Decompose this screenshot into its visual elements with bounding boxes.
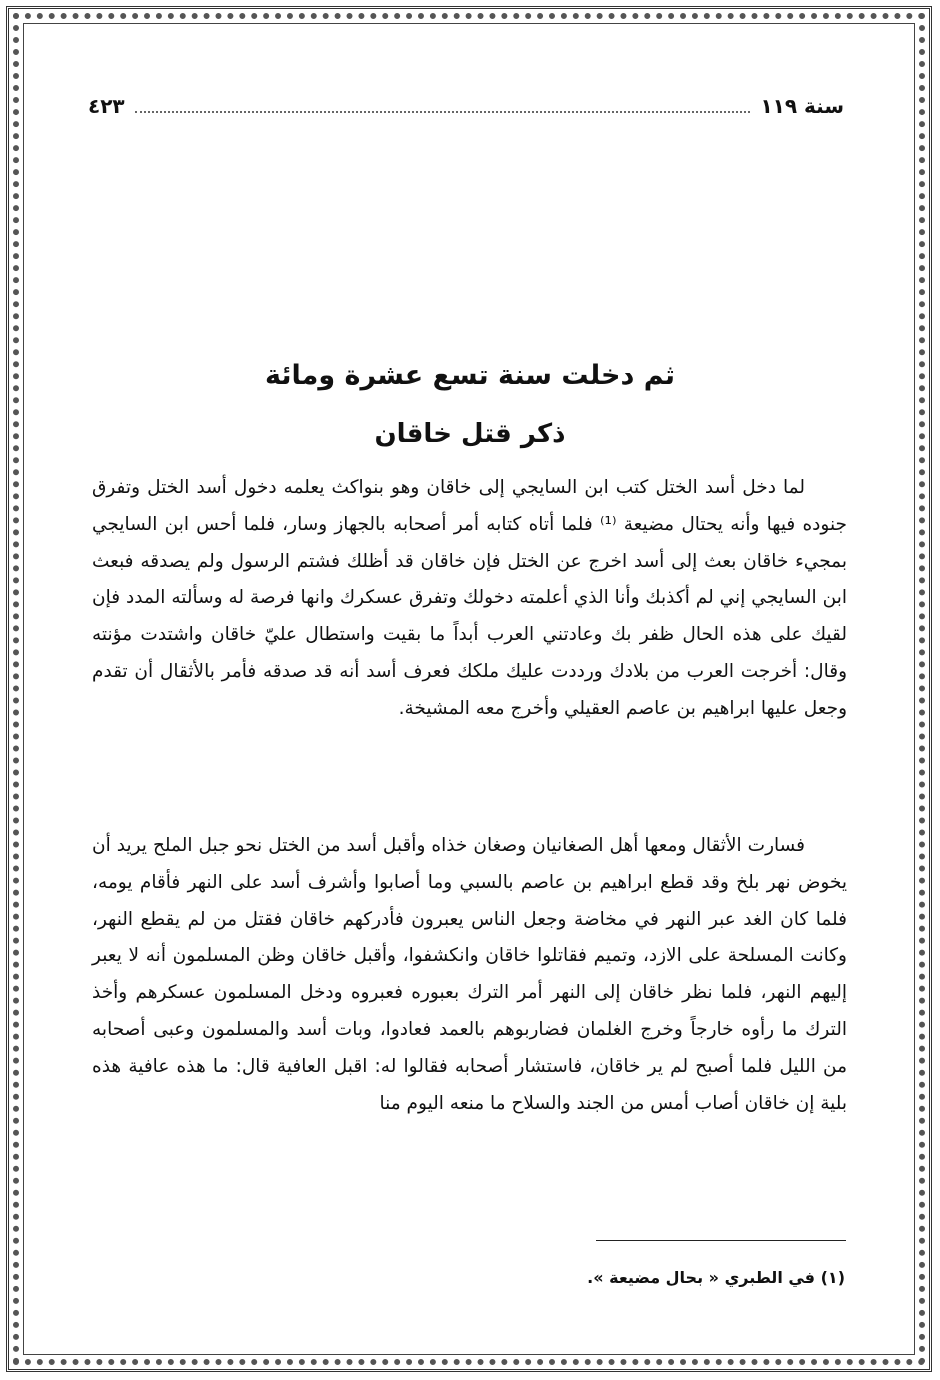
section-heading: ذكر قتل خاقان: [374, 419, 566, 449]
running-header: [88, 90, 844, 122]
footnote: (١) في الطبري « بحال مضيعة ».: [587, 1268, 845, 1287]
body-paragraph: فسارت الأثقال ومعها أهل الصغانيان وصغان خذاه وأقبل أسد من الختل نحو جبل الملح يريد أن يخوض نهر بلخ وقد قطع ابراهيم بن عاصم بالسبي وما أصابوا وأشرف أسد على النهر فأقام يومه، فلما كان الغد عبر النهر في مخاضة وجعل الناس يعبرون فأدركهم خاقان فقتل من لم يقطع النهر، وكانت المسلحة على الازد، وتميم فقاتلوا خاقان وانكشفوا، وأقبل خاقان وظن المسلمون أنه لا يعبر إليهم النهر، فلما نظر خاقان إلى النهر أمر الترك بعبوره فعبروه ودخل المسلمون عسكرهم وأخذ الترك ما رأوه خارجاً وخرج الغلمان فضاربوهم بالعمد فعادوا، وبات أسد والمسلمون وعبى أصحابه من الليل فلما أصبح لم ير خاقان، فاستشار أصحابه فقالوا له: اقبل العافية قال: ما هذه عافية هذه بلية إن خاقان أصاب أمس من الجند والسلاح ما منعه اليوم منا: [92, 835, 847, 1114]
footnote-separator: [596, 1240, 846, 1241]
page-number: ٤٢٣: [88, 94, 125, 118]
leader-dots: [135, 99, 751, 113]
running-title: سنة ١١٩: [760, 94, 844, 118]
body-paragraph-1-block: [92, 470, 847, 728]
chapter-heading: ثم دخلت سنة تسع عشرة ومائة: [264, 360, 676, 391]
body-paragraph: لما دخل أسد الختل كتب ابن السايجي إلى خاقان وهو بنواكث يعلمه دخول أسد الختل وتفرق جنوده فيها وأنه يحتال مضيعة ⁽¹⁾ فلما أتاه كتابه أمر أصحابه بالجهاز وسار، فلما أحس ابن السايجي بمجيء خاقان بعث إلى أسد اخرج عن الختل فإن خاقان قد أظلك فشتم الرسول ولم يصدقه فبعث ابن السايجي إني لم أكذبك وأنا الذي أعلمته دخولك وتفرق عسكرك وانها فرصة له وسألته المدد فإن لقيك على هذه الحال ظفر بك وعادتني العرب أبداً ما بقيت واستطال عليّ خاقان واشتدت مؤنته وقال: أخرجت العرب من بلادك ورددت عليك ملكك فعرف أسد أنه قد صدقه فأمر بالأثقال أن تقدم وجعل عليها ابراهيم بن عاصم العقيلي وأخرج معه المشيخة.: [92, 477, 847, 719]
body-paragraph-2-block: [92, 828, 847, 1122]
